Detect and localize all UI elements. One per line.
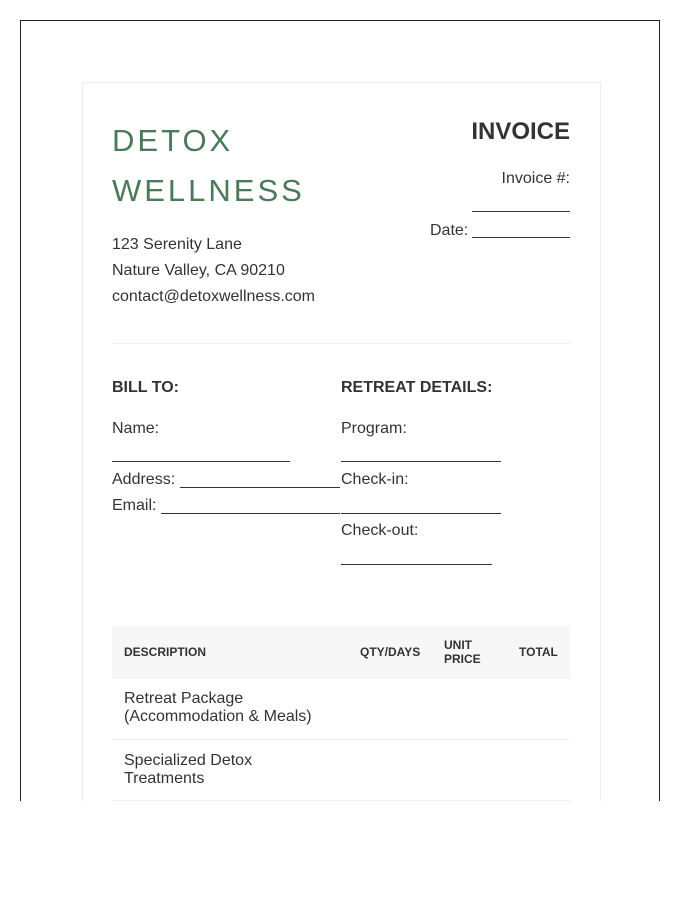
col-unit-price: UNIT PRICE xyxy=(444,638,481,666)
invoice-date-label: Date: xyxy=(430,222,469,239)
invoice-number-label: Invoice #: xyxy=(501,170,570,187)
row-description: Retreat Package (Accommodation & Meals) xyxy=(124,690,312,725)
invoice-number-field[interactable] xyxy=(472,211,570,212)
company-address xyxy=(112,232,315,310)
invoice-date-field[interactable] xyxy=(472,237,570,238)
row-description: Specialized Detox Treatments xyxy=(124,752,253,787)
table-row xyxy=(112,678,570,740)
bill-to-name-field[interactable] xyxy=(112,461,290,462)
company-email: contact@detoxwellness.com xyxy=(112,288,315,305)
col-total: TOTAL xyxy=(519,645,558,659)
check-in-field[interactable] xyxy=(341,513,501,514)
check-in-label: Check-in: xyxy=(341,471,409,488)
col-description: DESCRIPTION xyxy=(124,645,207,659)
check-out-field[interactable] xyxy=(341,564,492,565)
bill-to-address-label: Address: xyxy=(112,471,176,488)
retreat-details-heading: RETREAT DETAILS: xyxy=(341,379,493,396)
items-table-header xyxy=(112,626,570,678)
program-label: Program: xyxy=(341,420,407,437)
bill-to-heading: BILL TO: xyxy=(112,379,179,396)
invoice-title: INVOICE xyxy=(471,118,570,145)
bill-to-email-label: Email: xyxy=(112,497,157,514)
check-out-label: Check-out: xyxy=(341,522,419,539)
address-line-1: 123 Serenity Lane xyxy=(112,236,242,253)
table-row xyxy=(112,740,570,801)
address-line-2: Nature Valley, CA 90210 xyxy=(112,262,285,279)
col-qty-days: QTY/DAYS xyxy=(360,645,421,659)
bill-to-name-label: Name: xyxy=(112,420,160,437)
program-field[interactable] xyxy=(341,461,501,462)
company-name: DETOX WELLNESS xyxy=(112,123,305,208)
header-divider xyxy=(112,343,570,344)
bill-to-email-field[interactable] xyxy=(161,513,340,514)
bill-to-address-field[interactable] xyxy=(180,487,340,488)
